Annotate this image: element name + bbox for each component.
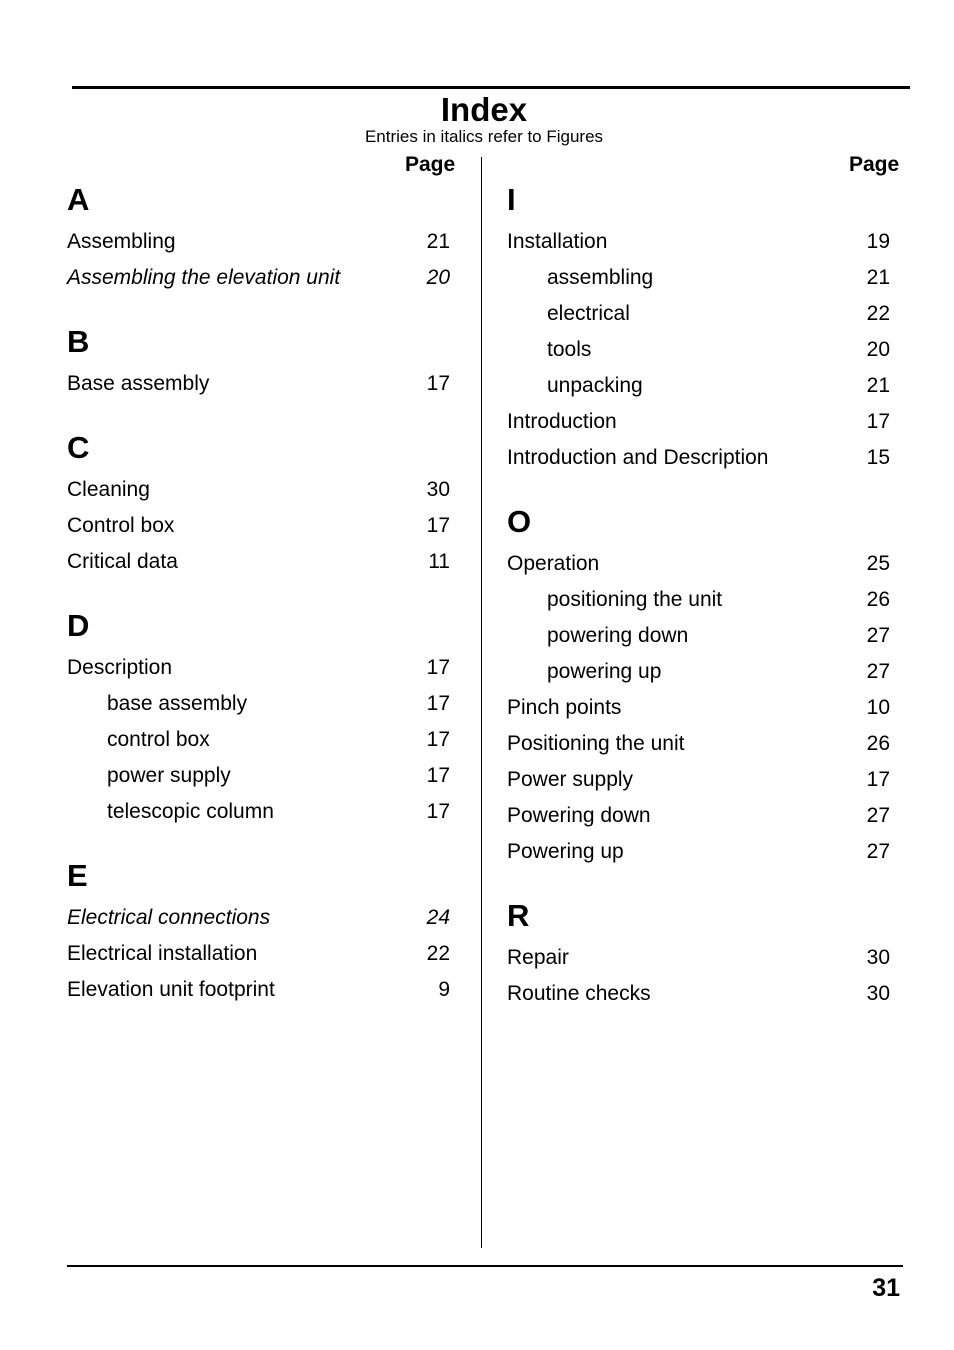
index-subentry [507, 368, 890, 404]
entry-label: telescopic column [107, 800, 274, 823]
entry-label: Power supply [507, 768, 634, 791]
entry-label: Elevation unit footprint [67, 978, 275, 1001]
page-number: 31 [872, 1274, 900, 1302]
index-entry [67, 900, 450, 936]
index-subentry [507, 332, 890, 368]
index-section-b [67, 318, 450, 402]
index-section-r [507, 892, 890, 1012]
entry-page-number: 17 [426, 656, 450, 679]
entry-page-number: 22 [426, 942, 450, 965]
entry-page-number: 27 [866, 840, 890, 863]
entry-label: powering up [547, 660, 662, 683]
column-divider [481, 157, 482, 1248]
entry-page-number: 17 [426, 514, 450, 537]
index-entry [507, 834, 890, 870]
index-subentry [507, 582, 890, 618]
bottom-rule [67, 1265, 903, 1267]
entry-label: Routine checks [507, 982, 651, 1005]
index-entry [67, 472, 450, 508]
entry-page-number: 17 [426, 692, 450, 715]
entry-page-number: 17 [426, 728, 450, 751]
entry-label: Description [67, 656, 173, 679]
entry-page-number: 9 [438, 978, 450, 1001]
page-title: Index [440, 91, 528, 128]
index-subentry [507, 296, 890, 332]
section-letter: R [507, 898, 530, 933]
entry-page-number: 26 [866, 732, 890, 755]
index-entry [507, 762, 890, 798]
entry-page-number: 21 [426, 230, 450, 253]
index-section-i [507, 176, 890, 476]
entry-label: Control box [67, 514, 175, 537]
entry-page-number: 15 [866, 446, 890, 469]
index-entry [507, 546, 890, 582]
section-letter: A [67, 182, 90, 217]
entry-label: Operation [507, 552, 600, 575]
section-letter: D [67, 608, 90, 643]
index-entry [67, 508, 450, 544]
entry-page-number: 19 [866, 230, 890, 253]
index-column-left [67, 176, 450, 1030]
index-subentry [67, 794, 450, 830]
entry-page-number: 21 [866, 374, 890, 397]
entry-label: base assembly [107, 692, 248, 715]
entry-page-number: 17 [426, 800, 450, 823]
entry-label: Cleaning [67, 478, 150, 501]
entry-page-number: 17 [866, 768, 890, 791]
index-section-d [67, 602, 450, 830]
entry-label: Assembling the elevation unit [67, 266, 341, 289]
entry-page-number: 30 [426, 478, 450, 501]
index-entry [67, 972, 450, 1008]
entry-label: Installation [507, 230, 608, 253]
page-column-header-right: Page [849, 153, 900, 176]
entry-page-number: 20 [426, 266, 450, 289]
entry-label: Powering up [507, 840, 624, 863]
entry-page-number: 26 [866, 588, 890, 611]
index-section-c [67, 424, 450, 580]
entry-page-number: 21 [866, 266, 890, 289]
index-entry [507, 224, 890, 260]
entry-label: powering down [547, 624, 689, 647]
section-letter: E [67, 858, 88, 893]
section-letter: I [507, 182, 516, 217]
index-column-right [507, 176, 890, 1034]
entry-label: Electrical installation [67, 942, 258, 965]
index-subentry [67, 758, 450, 794]
index-subentry [507, 618, 890, 654]
entry-page-number: 11 [428, 550, 450, 573]
entry-page-number: 17 [426, 764, 450, 787]
index-entry [67, 224, 450, 260]
page-column-header-left: Page [405, 153, 456, 176]
index-entry [507, 404, 890, 440]
index-section-o [507, 498, 890, 870]
entry-label: Positioning the unit [507, 732, 685, 755]
entry-label: power supply [107, 764, 231, 787]
entry-page-number: 27 [866, 804, 890, 827]
entry-label: Electrical connections [67, 906, 271, 929]
entry-label: control box [107, 728, 210, 751]
entry-page-number: 22 [866, 302, 890, 325]
section-letter: C [67, 430, 90, 465]
entry-label: tools [547, 338, 592, 361]
entry-page-number: 25 [866, 552, 890, 575]
index-subentry [507, 260, 890, 296]
index-section-e [67, 852, 450, 1008]
entry-page-number: 30 [866, 946, 890, 969]
index-entry [67, 260, 450, 296]
index-entry [507, 940, 890, 976]
entry-label: positioning the unit [547, 588, 723, 611]
entry-label: assembling [547, 266, 654, 289]
index-entry [507, 726, 890, 762]
index-entry [67, 936, 450, 972]
entry-label: Powering down [507, 804, 651, 827]
entry-page-number: 30 [866, 982, 890, 1005]
entry-label: Introduction [507, 410, 617, 433]
top-rule [72, 86, 910, 89]
entry-page-number: 17 [426, 372, 450, 395]
index-entry [507, 976, 890, 1012]
index-entry [507, 440, 890, 476]
index-entry [67, 650, 450, 686]
page-subtitle: Entries in italics refer to Figures [364, 127, 604, 146]
index-subentry [67, 722, 450, 758]
entry-label: Introduction and Description [507, 446, 769, 469]
entry-page-number: 24 [426, 906, 450, 929]
index-entry [67, 544, 450, 580]
index-entry [507, 798, 890, 834]
entry-page-number: 10 [866, 696, 890, 719]
index-subentry [507, 654, 890, 690]
entry-label: Pinch points [507, 696, 622, 719]
entry-page-number: 27 [866, 660, 890, 683]
entry-page-number: 20 [866, 338, 890, 361]
section-letter: B [67, 324, 90, 359]
entry-label: Critical data [67, 550, 178, 573]
entry-label: electrical [547, 302, 630, 325]
entry-page-number: 27 [866, 624, 890, 647]
index-entry [67, 366, 450, 402]
index-entry [507, 690, 890, 726]
entry-page-number: 17 [866, 410, 890, 433]
index-subentry [67, 686, 450, 722]
entry-label: Repair [507, 946, 569, 969]
entry-label: unpacking [547, 374, 643, 397]
entry-label: Assembling [67, 230, 176, 253]
entry-label: Base assembly [67, 372, 210, 395]
index-section-a [67, 176, 450, 296]
section-letter: O [507, 504, 532, 539]
